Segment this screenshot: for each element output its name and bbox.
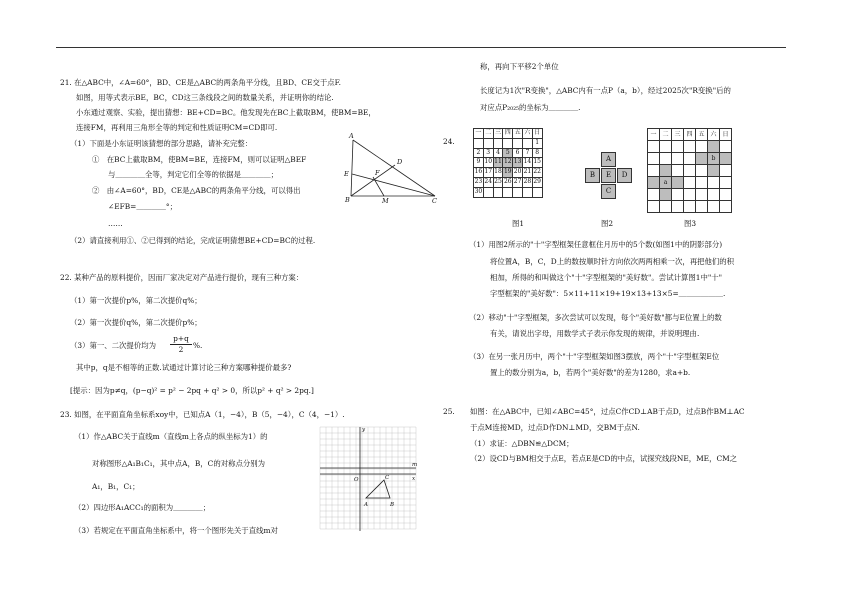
calendar-figure-1 — [473, 128, 543, 198]
figure-3-cell — [720, 189, 732, 201]
figure-3-cell — [720, 141, 732, 153]
figure-3-cell-b: b — [708, 153, 720, 165]
label-F: F — [375, 169, 380, 177]
figure-3-cell — [684, 201, 696, 213]
point-B-label: B — [390, 502, 395, 508]
figure-3-cell — [720, 153, 732, 165]
figure-3-header-cell: 日 — [720, 129, 732, 141]
cross-cell-B: B — [585, 168, 600, 183]
figure-3-cell — [708, 201, 720, 213]
label-C: C — [432, 197, 437, 205]
q25-line-1: 如图：在△ABC中，已知∠ABC=45°，过点C作CD⊥AB于点D，过点B作BM⊥AC — [470, 407, 745, 416]
q21-line-2: 如图，用等式表示BE，BC，CD这三条线段之间的数量关系，并证明你的结论. — [76, 93, 334, 102]
figure-3-cell — [648, 201, 660, 213]
figure-3-cell — [660, 141, 672, 153]
figure-3-table — [647, 128, 732, 213]
q23-line-4: A₁，B₁，C₁； — [92, 482, 140, 491]
calendar-header-cell: 一 — [474, 129, 484, 139]
figure-3-cell — [696, 141, 708, 153]
q21-line-8: ② 由∠A=60°，BD，CE是△ABC的两条角平分线，可以得出 — [92, 186, 301, 195]
figure-3-cell — [672, 201, 684, 213]
calendar-day-cell: 7 — [522, 148, 532, 158]
figure-3-cell-a: a — [660, 177, 672, 189]
calendar-day-cell: 12 — [503, 158, 513, 168]
calendar-day-cell: 1 — [532, 138, 542, 148]
x-axis-label: x — [412, 476, 416, 482]
cross-frame-figure-2 — [585, 152, 633, 200]
figure-3-cell — [672, 165, 684, 177]
q22-line-5: 其中p，q是不相等的正数.试通过计算讨论三种方案哪种提价最多? — [76, 363, 292, 372]
calendar-day-cell: 29 — [532, 177, 542, 187]
label-E: E — [344, 170, 349, 178]
calendar-day-cell: 25 — [493, 177, 503, 187]
y-axis-label: y — [362, 427, 366, 433]
triangle-figure-21 — [340, 130, 440, 205]
calendar-day-cell: 14 — [522, 158, 532, 168]
q22-line-6: [提示：因为p≠q，(p−q)² = p² − 2pq + q² > 0，所以p² + q² > 2pq.] — [70, 386, 314, 395]
calendar-day-cell: 26 — [503, 177, 513, 187]
calendar-header-cell: 四 — [503, 129, 513, 139]
q21-line-11: （2）请直接利用①、②已得到的结论，完成证明猜想BE+CD=BC的过程. — [70, 236, 316, 245]
cross-cell-C: C — [601, 184, 616, 199]
calendar-day-cell — [513, 187, 523, 197]
q23-continued-2: 长度记为1次"R变换"，△ABC内有一点P（a，b），经过2025次"R变换"后的 — [480, 86, 731, 95]
q21-line-7: 与＿＿＿＿全等，判定它们全等的依据是＿＿＿＿； — [108, 170, 278, 179]
figure-3-cell — [696, 189, 708, 201]
figure-3-cell — [660, 189, 672, 201]
q24-number: 24. — [443, 137, 455, 146]
calendar-header-cell: 三 — [493, 129, 503, 139]
figure-3-cell — [720, 177, 732, 189]
cross-cell-D: D — [617, 168, 632, 183]
q22-line-2: （1）第一次提价p%，第二次提价q%； — [70, 296, 202, 305]
label-B: B — [345, 196, 350, 204]
calendar-day-cell: 9 — [474, 158, 484, 168]
figure-3-cell — [684, 165, 696, 177]
calendar-day-cell: 11 — [493, 158, 503, 168]
caption-figure-1: 图1 — [512, 219, 525, 228]
calendar-day-cell: 30 — [474, 187, 484, 197]
q24-line-3: 相加，所得的和叫做这个"十"字型框架的"美好数"。尝试计算图1中"十" — [490, 273, 723, 282]
q22-line-1: 22. 某种产品的原料提价，因而厂家决定对产品进行提价，现有三种方案： — [60, 273, 304, 282]
calendar-day-cell — [493, 138, 503, 148]
q21-line-1: 21. 在△ABC中，∠A=60°，BD、CE是△ABC的两条角平分线，且BD、CE交于点F. — [60, 78, 341, 87]
calendar-day-cell: 3 — [483, 148, 493, 158]
calendar-day-cell: 23 — [474, 177, 484, 187]
figure-3-cell — [660, 201, 672, 213]
calendar-day-cell — [483, 138, 493, 148]
calendar-day-cell: 27 — [513, 177, 523, 187]
fraction — [170, 334, 192, 355]
figure-3-cell — [696, 177, 708, 189]
figure-3-cell — [648, 153, 660, 165]
calendar-day-cell — [483, 187, 493, 197]
calendar-day-cell: 2 — [474, 148, 484, 158]
calendar-header-cell: 日 — [532, 129, 542, 139]
figure-3-cell — [672, 141, 684, 153]
fraction-denominator: 2 — [178, 345, 184, 354]
q24-line-5: （2）移动"十"字型框架，多次尝试可以发现，每个"美好数"都与E位置上的数 — [469, 313, 722, 322]
q25-number: 25. — [443, 407, 455, 416]
figure-3-cell — [720, 165, 732, 177]
figure-3-cell — [708, 177, 720, 189]
label-M: M — [382, 197, 389, 205]
figure-3-cell — [708, 165, 720, 177]
origin-label: O — [354, 477, 359, 483]
figure-3-header-cell: 三 — [672, 129, 684, 141]
figure-3-header-cell: 六 — [708, 129, 720, 141]
label-A: A — [349, 132, 354, 140]
figure-3-cell — [708, 141, 720, 153]
calendar-day-cell: 28 — [522, 177, 532, 187]
label-D: D — [397, 158, 403, 166]
figure-3-cell — [648, 177, 660, 189]
figure-3-cell — [672, 177, 684, 189]
header-rule — [56, 47, 786, 48]
q25-line-2: 于点M连接MD，过点D作DN⊥MD，交BM于点N. — [470, 423, 640, 432]
q22-line-4: （3）第一、二次提价均为 — [70, 341, 157, 350]
q24-line-2: 将位置A，B，C，D上的数按顺时针方向依次两两相乘一次，再把他们的积 — [490, 257, 735, 266]
calendar-day-cell: 10 — [483, 158, 493, 168]
calendar-day-cell: 4 — [493, 148, 503, 158]
calendar-day-cell: 20 — [513, 168, 523, 178]
q21-line-10: …… — [108, 219, 123, 228]
figure-3-cell — [648, 141, 660, 153]
q21-line-6: ① 在BC上截取BM，使BM=BE，连接FM，则可以证明△BEF — [92, 155, 307, 164]
figure-3-cell — [696, 165, 708, 177]
calendar-day-cell: 24 — [483, 177, 493, 187]
q24-line-8: 置上的数分别为a，b，若两个"美好数"的差为1280，求a+b. — [490, 368, 691, 377]
calendar-day-cell — [503, 187, 513, 197]
q25-line-3: （1）求证：△DBN≌△DCM； — [470, 439, 574, 448]
figure-3-header-cell: 一 — [648, 129, 660, 141]
calendar-header-cell: 五 — [513, 129, 523, 139]
calendar-day-cell — [493, 187, 503, 197]
point-A-label: A — [364, 502, 368, 508]
q23-line-5: （2）四边形A₁ACC₁的面积为＿＿＿＿； — [74, 503, 211, 512]
cross-cell-E: E — [601, 168, 616, 183]
q23-line-3: 对称图形△A₁B₁C₁，其中点A，B，C的对称点分别为 — [92, 459, 266, 468]
fraction-numerator: p+q — [170, 334, 192, 345]
calendar-day-cell — [474, 138, 484, 148]
calendar-day-cell — [513, 138, 523, 148]
figure-3-cell — [720, 201, 732, 213]
figure-3-cell — [708, 189, 720, 201]
caption-figure-3: 图3 — [684, 219, 697, 228]
calendar-day-cell: 8 — [532, 148, 542, 158]
q22-line-4-tail: %. — [193, 341, 203, 350]
coordinate-grid-23 — [318, 425, 418, 533]
q23-line-2: （1）作△ABC关于直线m（直线m上各点的纵坐标为1）的 — [74, 432, 268, 441]
figure-3-cell — [684, 177, 696, 189]
calendar-day-cell: 5 — [503, 148, 513, 158]
calendar-day-cell — [522, 187, 532, 197]
q21-line-4: 连接FM，再利用三角形全等的判定和性质证明CM=CD即可. — [76, 123, 278, 132]
q24-line-1: （1）用图2所示的"十"字型框架任意框住月历中的5个数(如图1中的阴影部分) — [469, 240, 723, 249]
calendar-day-cell — [522, 138, 532, 148]
q25-line-4: （2）设CD与BM相交于点E，若点E是CD的中点，试探究线段NE，ME，CM之 — [470, 454, 738, 463]
q21-line-5: （1）下面是小东证明该猜想的部分思路，请补充完整： — [70, 139, 253, 148]
calendar-day-cell: 6 — [513, 148, 523, 158]
calendar-day-cell: 21 — [522, 168, 532, 178]
calendar-day-cell: 15 — [532, 158, 542, 168]
calendar-day-cell — [532, 187, 542, 197]
cross-cell-A: A — [601, 152, 616, 167]
calendar-day-cell: 13 — [513, 158, 523, 168]
figure-3-cell — [696, 153, 708, 165]
q23-continued-1: 称，再向下平移2个单位 — [480, 62, 559, 71]
figure-3-cell — [696, 201, 708, 213]
figure-3-header-cell: 五 — [696, 129, 708, 141]
figure-3-cell — [648, 189, 660, 201]
calendar-day-cell: 16 — [474, 168, 484, 178]
q24-line-4: 字型框架的"美好数"：5×11+11×19+19×13+13×5=＿＿＿＿＿＿. — [490, 289, 726, 298]
figure-3-cell — [684, 153, 696, 165]
calendar-day-cell — [503, 138, 513, 148]
calendar-header-cell: 二 — [483, 129, 493, 139]
figure-3-header-cell: 二 — [660, 129, 672, 141]
figure-3-cell — [672, 153, 684, 165]
figure-3-cell — [684, 189, 696, 201]
q23-line-1: 23. 如图，在平面直角坐标系xoy中，已知点A（1，−4），B（5，−4），C（4，−1）. — [60, 410, 345, 419]
q21-line-3: 小东通过观察、实验，提出猜想：BE+CD=BC。他发现先在BC上截取BM，使BM=BE， — [76, 108, 376, 117]
calendar-day-cell: 19 — [503, 168, 513, 178]
figure-3-cell — [684, 141, 696, 153]
caption-figure-2: 图2 — [601, 219, 614, 228]
line-m-label: m — [412, 462, 418, 468]
q23-continued-3: 对应点P₂₀₂₅的坐标为＿＿＿＿. — [480, 103, 581, 112]
figure-3-cell — [660, 153, 672, 165]
q24-line-6: 有关，请说出字母，用数学式子表示你发现的规律，并说明理由. — [490, 329, 700, 338]
point-C-label: C — [385, 475, 390, 481]
figure-3-cell — [672, 189, 684, 201]
q23-line-6: （3）若规定在平面直角坐标系中，将一个图形先关于直线m对 — [74, 526, 278, 535]
figure-3-cell — [648, 165, 660, 177]
figure-3-header-cell: 四 — [684, 129, 696, 141]
calendar-day-cell: 22 — [532, 168, 542, 178]
q24-line-7: （3）在另一张月历中，两个"十"字型框架如图3摆放，两个"十"字型框架E位 — [469, 352, 720, 361]
calendar-table — [473, 128, 543, 198]
calendar-day-cell: 17 — [483, 168, 493, 178]
q21-line-9: ∠EFB=＿＿＿＿°； — [108, 202, 177, 211]
calendar-header-cell: 六 — [522, 129, 532, 139]
calendar-figure-3 — [647, 128, 732, 213]
q22-line-3: （2）第一次提价q%，第二次提价p%； — [70, 318, 202, 327]
calendar-day-cell: 18 — [493, 168, 503, 178]
figure-3-cell — [660, 165, 672, 177]
